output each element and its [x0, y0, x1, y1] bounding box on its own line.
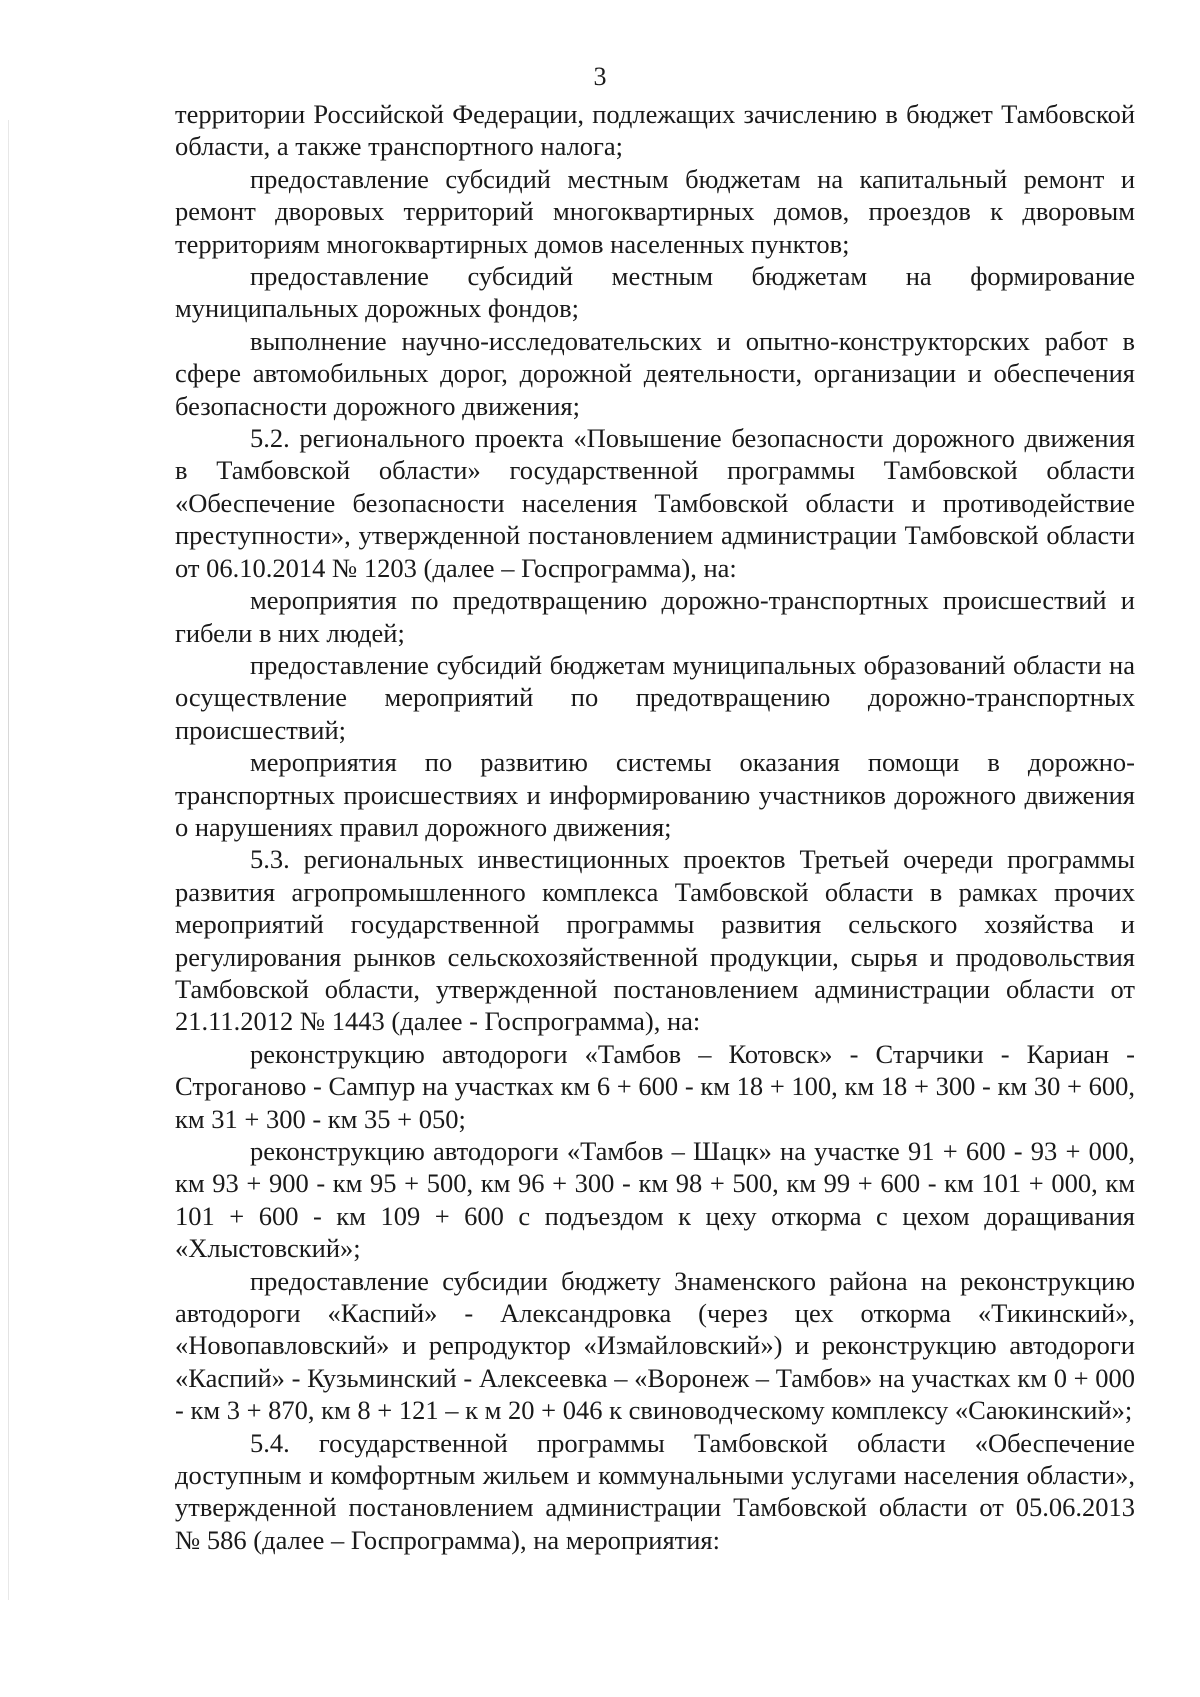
paragraph: предоставление субсидий местным бюджетам на формирование муниципальных дорожных фондов; — [175, 261, 1135, 324]
paragraph: реконструкцию автодороги «Тамбов – Котовск» - Старчики - Кариан - Строганово - Сампур на участках км 6 + 600 - км 18 + 100, км 18 + 300 - км 30 + 600, км 31 + 300 - км 35 + 050; — [175, 1038, 1135, 1134]
paragraph: предоставление субсидий местным бюджетам на капитальный ремонт и ремонт дворовых территорий многоквартирных домов, проездов к дворовым территориям многоквартирных домов населенных пунктов; — [175, 163, 1135, 259]
paragraph: реконструкцию автодороги «Тамбов – Шацк» на участке 91 + 600 - 93 + 000, км 93 + 900 - км 95 + 500, км 96 + 300 - км 98 + 500, км 99 + 600 - км 101 + 000, км 101 + 600 - км 109 + 600 с подъездом к цеху откорма с цехом доращивания «Хлыстовский»; — [175, 1136, 1135, 1264]
paragraph-section-5-2: 5.2. регионального проекта «Повышение безопасности дорожного движения в Тамбовской области» государственной программы Тамбовской области «Обеспечение безопасности населения Тамбовской области и противодействие преступности», утвержденной постановлением администрации Тамбовской области от 06.10.2014 № 1203 (далее – Госпрограмма), на: — [175, 423, 1135, 583]
paragraph: мероприятия по развитию системы оказания помощи в дорожно-транспортных происшествиях и информированию участников дорожного движения о нарушениях правил дорожного движения; — [175, 747, 1135, 842]
document-body — [175, 98, 1135, 1556]
paragraph-continuation: территории Российской Федерации, подлежащих зачислению в бюджет Тамбовской области, а также транспортного налога; — [175, 99, 1135, 162]
paragraph-section-5-4: 5.4. государственной программы Тамбовской области «Обеспечение доступным и комфортным жильем и коммунальными услугами населения области», утвержденной постановлением администрации Тамбовской области от 05.06.2013 № 586 (далее – Госпрограмма), на мероприятия: — [175, 1427, 1135, 1555]
scan-margin-line — [8, 120, 9, 1600]
paragraph: выполнение научно-исследовательских и опытно-конструкторских работ в сфере автомобильных дорог, дорожной деятельности, организации и обеспечения безопасности дорожного движения; — [175, 325, 1135, 421]
paragraph: предоставление субсидий бюджетам муниципальных образований области на осуществление мероприятий по предотвращению дорожно-транспортных происшествий; — [175, 649, 1135, 745]
paragraph: мероприятия по предотвращению дорожно-транспортных происшествий и гибели в них людей; — [175, 585, 1135, 648]
paragraph: предоставление субсидии бюджету Знаменского района на реконструкцию автодороги «Каспий» - Александровка (через цех откорма «Тикинский», «Новопавловский» и репродуктор «Измайловский») и реконструкцию автодороги «Каспий» - Кузьминский - Алексеевка – «Воронеж – Тамбов» на участках км 0 + 000 - км 3 + 870, км 8 + 121 – к м 20 + 046 к свиноводческому комплексу «Саюкинский»; — [175, 1265, 1135, 1426]
paragraph-section-5-3: 5.3. региональных инвестиционных проектов Третьей очереди программы развития агропромышленного комплекса Тамбовской области в рамках прочих мероприятий государственной программы развития сельского хозяйства и регулирования рынков сельскохозяйственной продукции, сырья и продовольствия Тамбовской области, утвержденной постановлением администрации области от 21.11.2012 № 1443 (далее - Госпрограмма), на: — [175, 844, 1135, 1037]
page-number: 3 — [593, 62, 607, 91]
